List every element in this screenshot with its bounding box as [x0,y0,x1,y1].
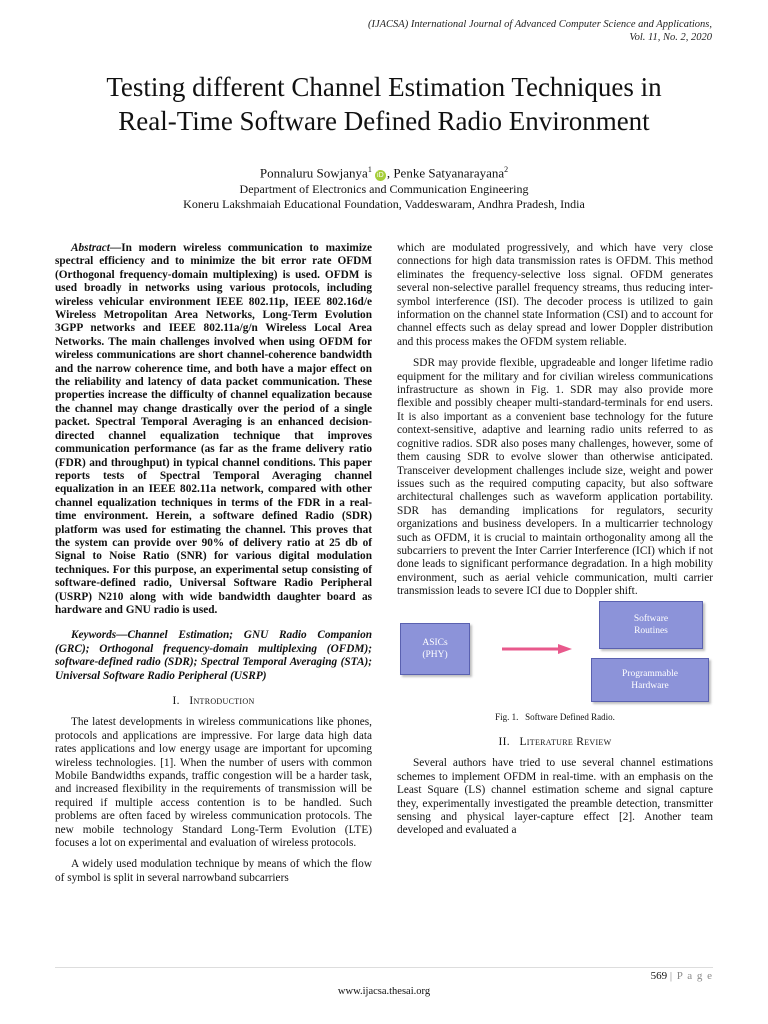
section-heading-introduction [55,695,372,708]
page-number-value: 569 [650,970,668,982]
author-list [40,162,728,181]
author-separator: , [386,165,394,181]
asics-box-label: ASICs [422,637,448,648]
abstract [55,242,372,617]
keywords-dash: — [116,629,128,642]
body-paragraph: which are modulated progressively, and which have very close connections for high data transmission rates is OFDM. This method eliminates the frequency-selective loss signal. OFDM generates several non-selective parallel frequency streams, thus reducing inter-symbol interference (ISI). The decoder process is utilized to gain information on the channel state Information (CSI) and to account for channel effects such as delay spread and lower Doppler distribution and this process makes the OFDM system reliable. [397,242,713,348]
body-paragraph: Several authors have tried to use several channel estimations schemes to implement OFDM in real-time. with an emphasis on the Least Square (LS) channel estimation scheme and signal capture they, experimentally investigated the preamble detection, transmitter sensing and physical layer-capture effect [2]. Another team developed and evaluated a [397,757,713,837]
paper-title-line2: Real-Time Software Defined Radio Environment [118,106,650,136]
section-heading-literature-review [397,736,713,749]
figure-caption-label: Fig. 1. [495,711,519,722]
arrow-icon [502,644,572,654]
software-box-label: Software [633,613,669,624]
right-column [397,242,713,846]
journal-header [72,18,712,44]
body-paragraph: The latest developments in wireless communications like phones, protocols and applications are impressive. For large data high data rates applications and low energy usage are important for upcoming wireless technologies. [1]. When the number of users with common Mobile Bandwidths expands, traffic congestion will be a harder task, and increased flexibility in the requirements of transmission will be required if multiple access contention is to be handled. Such problems are often faced by wireless communication protocols. The new mobile technology Standard Long-Term Evolution (LTE) focuses a lot on experimental and evaluation of wireless protocols. [55,716,372,850]
section-title: Literature Review [519,735,612,748]
affiliation-institution: Koneru Lakshmaiah Educational Foundation, Vaddeswaram, Andhra Pradesh, India [183,197,585,211]
keywords-label: Keywords [71,629,117,642]
programmable-hardware-box [591,658,709,702]
abstract-dash: — [109,242,122,254]
journal-header-line2: Vol. 11, No. 2, 2020 [629,32,712,43]
hardware-box-label: Programmable [622,668,678,679]
page-number [651,970,713,982]
hardware-box-sublabel: Hardware [631,680,669,691]
author-affiliation-mark: 2 [504,165,509,174]
author-name: Ponnaluru Sowjanya [259,165,368,181]
body-paragraph: SDR may provide flexible, upgradeable and longer lifetime radio equipment for the military and for civilian wireless communications infrastructure as shown in Fig. 1. SDR may also provide more flexible and possibly cheaper multi-standard-terminals for end users. It is also important as a convenient base technology for the future context-sensitive, adaptive and learning radio units referred to as cognitive radios. SDR also poses many challenges, however, some of them causing SDR to evolve slower than otherwise anticipated. Transceiver development challenges include size, weight and power issues such as the required computing capacity, but also software architectural challenges such as waveform application portability. SDR has demanding implications for regulators, security organizations and business developers. In a multicarrier technology such as OFDM, it is crucial to maintain orthogonality among all the subcarriers to prevent the Inter Carrier Interference (ICI) which if not done leads to significant performance degradation. In a high mobility environment, such as aerial vehicle communication, multi carrier transmission leads to severe ICI due to Doppler shift. [397,357,713,598]
page-label: | P a g e [669,970,713,982]
footer-url[interactable]: www.ijacsa.thesai.org [337,986,431,997]
asics-box-sublabel: (PHY) [422,649,448,660]
figure-sdr-diagram [397,613,713,705]
asics-box [400,623,470,675]
body-paragraph: A widely used modulation technique by means of which the flow of symbol is split in several narrowband subcarriers [55,858,372,884]
abstract-text: In modern wireless communication to maximize spectral efficiency and to minimize the bit error rate OFDM (Orthogonal frequency-domain multiplexing) is used. OFDM is used broadly in networks using various protocols, including wireless vehicular environment IEEE 802.11p, IEEE 802.16d/e Wireless Metropolitan Area Networks, Long-Term Evolution 3GPP networks and IEEE 802.11a/g/n Wireless Local Area Networks. The main challenges involved when using OFDM for wireless communications are short channel-coherence bandwidth and the narrow coherence time, and both have a major effect on the reliability and latency of data packet communication. These properties increase the difficulty of channel equalization because the channel may change drastically over the period of a single packet. Spectral Temporal Averaging is an enhanced decision-directed channel equalization technique that improves communication performance (as far as the frame delivery ratio (FDR) and throughput) in typical channel conditions. This paper reports tests of Spectral Temporal Averaging channel equalization in an IEEE 802.11a network, compared with other channel equalization techniques in terms of the FDR in a real-time environment. Herein, a software defined Radio (SDR) platform was used for estimating the channel. This proves that the system can provide over 90% of delivery ratio at 25 db of Signal to Noise Ratio (SNR) for various digital modulation techniques. For this purpose, an experimental setup consisting of software-defined radio, Universal Software Radio Peripheral (USRP) N210 along with wide bandwidth daughter board as hardware and GNU radio is used. [55,242,372,616]
affiliation-department: Department of Electronics and Communication Engineering [239,182,529,196]
section-title: Introduction [189,695,255,707]
left-column [55,242,372,893]
author-affiliation-mark: 1 [367,165,372,174]
software-routines-box [599,601,703,649]
keywords-text: Channel Estimation; GNU Radio Companion (GRC); Orthogonal frequency-domain multiplexing (OFDM); software-defined radio (SDR); Spectral Temporal Averaging (STA); Universal Software Radio Peripheral (USRP) [55,629,372,682]
abstract-label: Abstract [71,242,110,254]
software-box-sublabel: Routines [634,625,668,636]
section-number: I. [172,695,180,707]
figure-caption [397,711,713,724]
paper-title-line1: Testing different Channel Estimation Techniques in [106,72,662,102]
paper-title [40,70,728,138]
author-name: Penke Satyanarayana [393,165,505,181]
section-number: II. [498,735,510,748]
journal-header-line1: (IJACSA) International Journal of Advanced Computer Science and Applications, [367,19,712,30]
figure-caption-text: Software Defined Radio. [525,711,615,722]
keywords [55,629,372,683]
footer-divider [55,967,713,968]
orcid-icon[interactable]: iD [375,170,386,181]
